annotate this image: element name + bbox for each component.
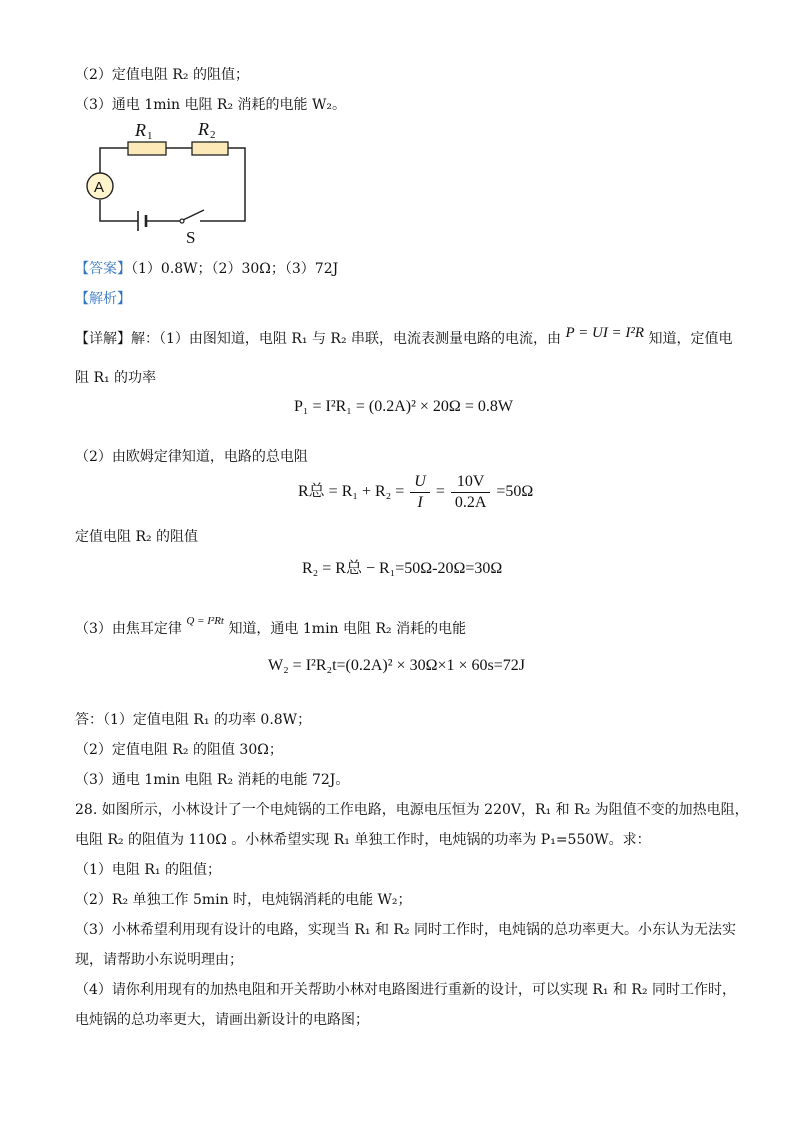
- frac-den: 0.2A: [454, 494, 487, 511]
- detail-line-5: [75, 615, 467, 638]
- equation-3: R₂ = R总 − R₁=50Ω-20Ω=30Ω: [302, 560, 503, 577]
- q28-line-5: （3）小林希望利用现有设计的电路，实现当 R₁ 和 R₂ 同时工作时，电炖锅的总功率更大。小东认为无法实: [75, 922, 737, 938]
- resistor-r2: [192, 142, 228, 155]
- joule-formula: Q = I²Rt: [186, 615, 224, 627]
- fraction-values: [451, 472, 491, 513]
- answer-line: [75, 258, 338, 278]
- frac-den: I: [417, 494, 423, 511]
- r2-subscript: 2: [210, 129, 216, 141]
- equation-1: P₁ = I²R₁ = (0.2A)² × 20Ω = 0.8W: [294, 398, 513, 415]
- circuit-wire: [100, 200, 138, 221]
- r2-label: R: [198, 119, 209, 139]
- detail-line-3: （2）由欧姆定律知道，电路的总电阻: [75, 449, 308, 465]
- power-formula: P = UI = I²R: [565, 325, 645, 341]
- switch-label: S: [186, 228, 196, 247]
- detail-text-5a: （3）由焦耳定律: [75, 621, 182, 637]
- detail-line-1: [75, 325, 733, 348]
- eq2-right: =50Ω: [496, 483, 534, 501]
- q27-part3: （3）通电 1min 电阻 R₂ 消耗的电能 W₂。: [75, 97, 346, 113]
- switch-lever: [183, 210, 204, 220]
- circuit-wire: [100, 148, 128, 173]
- eq2-mid: =: [435, 483, 445, 501]
- detail-line-2: 阻 R₁ 的功率: [75, 370, 157, 386]
- q28-line-4: （2）R₂ 单独工作 5min 时，电炖锅消耗的电能 W₂；: [75, 892, 412, 908]
- q28-line-3: （1）电阻 R₁ 的阻值；: [75, 862, 221, 878]
- q28-line-6: 现，请帮助小东说明理由；: [75, 952, 243, 968]
- ammeter-label: A: [94, 179, 105, 196]
- frac-num: U: [410, 472, 430, 493]
- detail-text-5b: 知道，通电 1min 电阻 R₂ 消耗的电能: [228, 621, 467, 637]
- r1-subscript: 1: [147, 130, 153, 142]
- answer-text: （1）0.8W；（2）30Ω；（3）72J: [131, 261, 339, 277]
- q28-line-1: 28. 如图所示，小林设计了一个电炖锅的工作电路，电源电压恒为 220V，R₁ 和 R₂ 为阻值不变的加热电阻，: [75, 802, 749, 818]
- conclusion-1: 答：（1）定值电阻 R₁ 的功率 0.8W；: [75, 712, 312, 728]
- q28-line-8: 电炖锅的总功率更大，请画出新设计的电路图；: [75, 1012, 369, 1028]
- equation-2: [298, 472, 533, 513]
- r1-label: R: [135, 120, 146, 140]
- frac-num: 10V: [451, 472, 491, 493]
- q27-part2: （2）定值电阻 R₂ 的阻值；: [75, 67, 249, 83]
- circuit-wire: [200, 148, 245, 221]
- eq2-left: R总 = R₁ + R₂ =: [298, 483, 405, 501]
- analysis-tag: 【解析】: [75, 291, 131, 307]
- detail-line-4: 定值电阻 R₂ 的阻值: [75, 529, 199, 545]
- circuit-diagram: [80, 118, 260, 248]
- q28-line-2: 电阻 R₂ 的阻值为 110Ω 。小林希望实现 R₁ 单独工作时，电炖锅的功率为 P₁=550W。求：: [75, 832, 651, 848]
- detail-tag: 【详解】: [75, 331, 131, 347]
- answer-tag: 【答案】: [75, 261, 131, 277]
- resistor-r1: [128, 142, 166, 155]
- q28-line-7: （4）请你利用现有的加热电阻和开关帮助小林对电路图进行重新的设计，可以实现 R₁ 和 R₂ 同时工作时，: [75, 982, 737, 998]
- detail-text-1: 解：（1）由图知道，电阻 R₁ 与 R₂ 串联，电流表测量电路的电流，由: [131, 331, 562, 347]
- conclusion-2: （2）定值电阻 R₂ 的阻值 30Ω；: [75, 742, 283, 758]
- fraction-u-over-i: [410, 472, 430, 513]
- equation-4: W₂ = I²R₂t=(0.2A)² × 30Ω×1 × 60s=72J: [268, 657, 525, 674]
- conclusion-3: （3）通电 1min 电阻 R₂ 消耗的电能 72J。: [75, 772, 350, 788]
- detail-text-1-tail: 知道，定值电: [648, 331, 733, 347]
